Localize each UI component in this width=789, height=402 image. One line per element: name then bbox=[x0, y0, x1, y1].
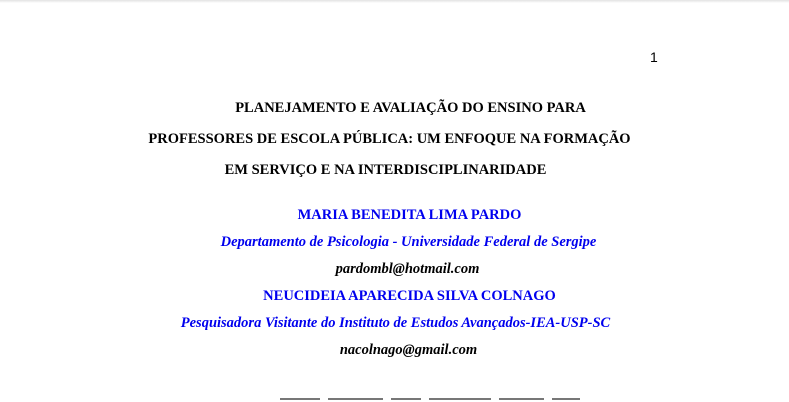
page-top-edge bbox=[0, 0, 789, 3]
author-name: MARIA BENEDITA LIMA PARDO bbox=[297, 207, 522, 223]
title-line-1: PLANEJAMENTO E AVALIAÇÃO DO ENSINO PARA bbox=[235, 100, 586, 116]
author-affiliation: Pesquisadora Visitante do Instituto de Estudos Avançados-IEA-USP-SC bbox=[180, 315, 611, 331]
page-number: 1 bbox=[650, 49, 658, 65]
clipped-next-line bbox=[280, 396, 630, 402]
document-title bbox=[0, 93, 789, 186]
title-line-3: EM SERVIÇO E NA INTERDISCIPLINARIDADE bbox=[224, 162, 547, 178]
author-block bbox=[0, 202, 789, 364]
author-email[interactable]: pardombl@hotmail.com bbox=[335, 261, 480, 277]
title-line-2: PROFESSORES DE ESCOLA PÚBLICA: UM ENFOQUE NA FORMAÇÃO bbox=[148, 131, 631, 147]
author-affiliation: Departamento de Psicologia - Universidade Federal de Sergipe bbox=[220, 234, 597, 250]
author-name: NEUCIDEIA APARECIDA SILVA COLNAGO bbox=[263, 288, 556, 304]
author-email[interactable]: nacolnago@gmail.com bbox=[339, 342, 478, 358]
